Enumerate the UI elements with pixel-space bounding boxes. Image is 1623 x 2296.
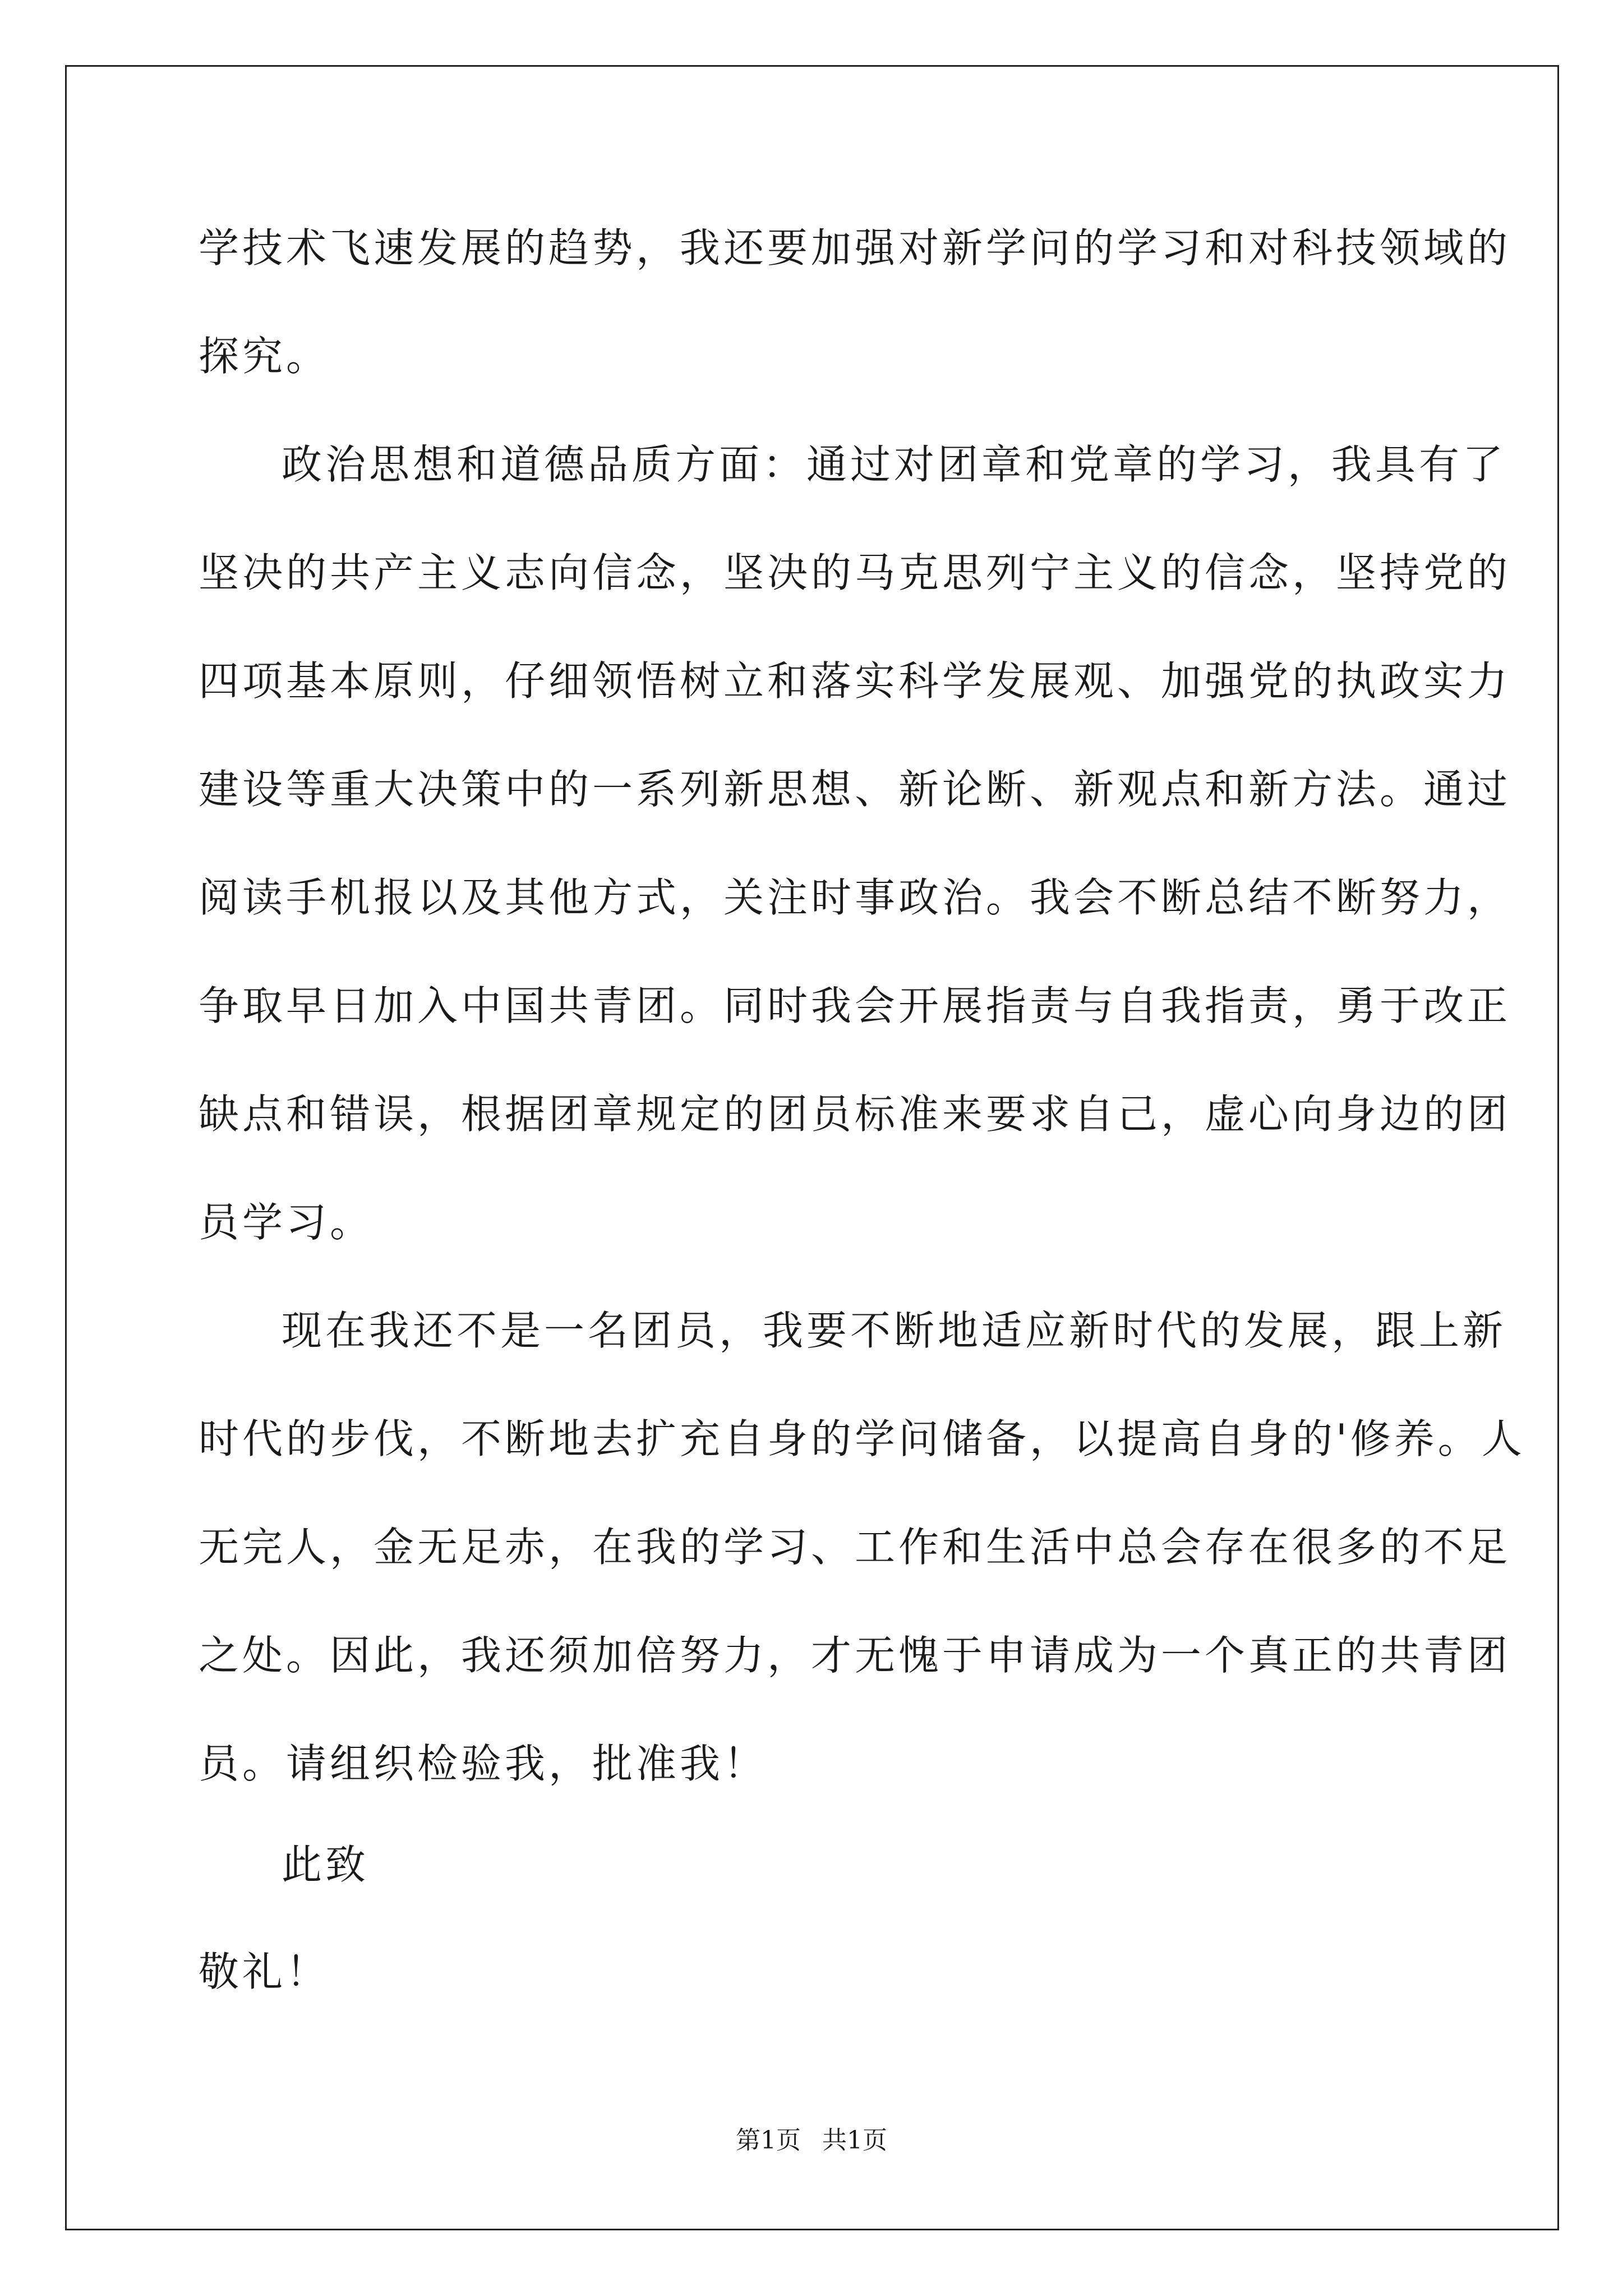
closing-regards: 敬礼！ xyxy=(199,1948,330,1995)
text-line: 探究。 xyxy=(199,333,330,380)
text-line: 学技术飞速发展的趋势，我还要加强对新学问的学习和对科技领域的 xyxy=(199,224,1511,272)
text-line: 缺点和错误，根据团章规定的团员标准来要求自己，虚心向身边的团 xyxy=(199,1091,1511,1138)
page-total: 共1页 xyxy=(822,2126,887,2155)
paragraph-start-line: 现在我还不是一名团员，我要不断地适应新时代的发展，跟上新 xyxy=(282,1307,1507,1354)
text-line: 争取早日加入中国共青团。同时我会开展指责与自我指责，勇于改正 xyxy=(199,982,1511,1029)
text-line: 员学习。 xyxy=(199,1199,374,1246)
page-number: 第1页 xyxy=(736,2126,801,2155)
paragraph-start-line: 政治思想和道德品质方面：通过对团章和党章的学习，我具有了 xyxy=(282,441,1507,488)
text-line: 之处。因此，我还须加倍努力，才无愧于申请成为一个真正的共青团 xyxy=(199,1632,1511,1679)
text-line: 无完人，金无足赤，在我的学习、工作和生活中总会存在很多的不足 xyxy=(199,1524,1511,1571)
text-line: 坚决的共产主义志向信念，坚决的马克思列宁主义的信念，坚持党的 xyxy=(199,549,1511,596)
closing-salutation: 此致 xyxy=(282,1841,370,1888)
text-line: 建设等重大决策中的一系列新思想、新论断、新观点和新方法。通过 xyxy=(199,766,1511,813)
page-border xyxy=(65,65,1559,2230)
text-line: 员。请组织检验我，批准我！ xyxy=(199,1740,768,1787)
text-line: 四项基本原则，仔细领悟树立和落实科学发展观、加强党的执政实力 xyxy=(199,657,1511,705)
text-line: 时代的步伐，不断地去扩充自身的学问储备，以提高自身的'修养。人 xyxy=(199,1415,1525,1462)
text-line: 阅读手机报以及其他方式，关注时事政治。我会不断总结不断努力， xyxy=(199,874,1511,921)
page-footer xyxy=(0,2125,1623,2156)
